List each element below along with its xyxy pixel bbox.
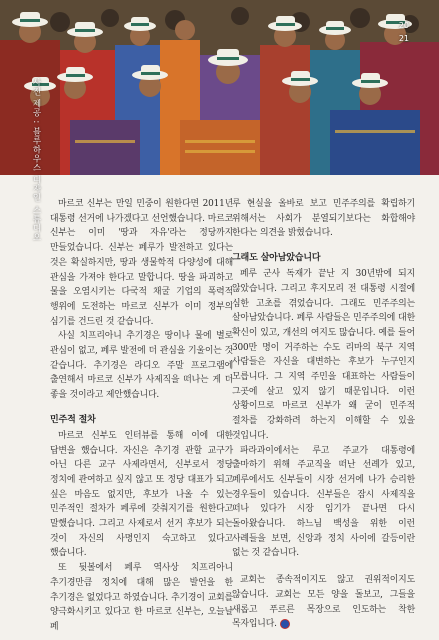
paragraph: 또 뒷볼에서 페루 역사상 치프리아니 추기경만큼 정치에 대해 많은 발언을 한 추기경은 없었다고 하였습니다. 추기경이 교회를 양극화시키고 있다고 한 마르코 신부는, 오늘날 페 — [50, 563, 233, 632]
article-left-column — [50, 197, 233, 635]
section-heading-survived: 그래도 살아남았습니다 — [232, 253, 321, 264]
closing-text: 교회는 종속적이지도 않고 권위적이지도 않습니다. 교회는 모든 양을 돌보고, 그들을 새롭고 푸르른 목장으로 인도하는 착한 목자입니다. — [232, 575, 415, 630]
page-numbers — [399, 19, 409, 45]
closing-paragraph — [232, 573, 415, 632]
paragraph: 파라과이에서는 루고 주교가 대통령에 출마하기 위해 주교직을 떠난 선례가 있고, 페루에서도 신부들이 시장 선거에 나가 승리한 경우들이 있습니다. 신부들은 잠시 사제직을 떠나 있다가 시장 임기가 끝나면 다시 돌아왔습니다. 하느님 백성을 위한 이런 사례들을 보면, 신앙과 정치 사이에 갈등이란 없는 것 같습니다. — [232, 445, 415, 559]
paragraph: 마르코 신부도 인터뷰를 통해 이에 대한 답변을 했습니다. 자신은 추기경 관할 교구가 아닌 다른 교구 사제라면서, 신부로서 정당 정치에 관여하고 싶지 않고 또 정당 대표가 되고 싶은 마음도 없지만, 후보가 나올 수 있는 민주적인 절차가 페루에 갖춰지기를 원한다고 말했습니다. 그리고 사제로서 선거 후보가 되는 것이 자신의 사명인지 숙고하고 있다고 했습니다. — [50, 430, 233, 559]
paragraph: 페루 군사 독재가 끝난 지 30년밖에 되지 않았습니다. 그리고 후지모리 전 대통령 시절에 심한 고초를 겪었습니다. 그래도 민주주의는 살아남았습니다. 페루 사람들은 민주주의에 대한 확신이 있고, 개선의 여지도 많습니다. 예를 들어 300만 명이 거주하는 수도 리마의 북구 지역 사람들은 자신을 대변하는 후보가 누구인지 모릅니다. 그 지역 주민을 대표하는 사람들이 그곳에 살고 있지 않기 때문입니다. 이런 상황이므로 마르코 신부가 왜 굳이 민주적 절차를 강화하려 하는지 이해할 수 있을 것입니다. — [232, 269, 415, 441]
paragraph: 마르코 신부는 만일 민중이 원한다면 2011년 대통령 선거에 나가겠다고 선언했습니다. 마르코 신부는 이미 '땅과 자유'라는 정당까지 만들었습니다. 신부는 페루가 발전하고 있다는 것은 확실하지만, 땅과 생물학적 다양성에 대해 관심을 가져야 한다고 말합니다. 땅을 파괴하고 물을 오염시키는 다국적 채굴 기업의 폭력적 행위에 도전하는 마르코 신부가 이미 정부의 심기를 건드린 것 같습니다. — [50, 199, 233, 327]
paragraph: 루 현실을 올바로 보고 민주주의를 확립하기 위해서는 사회가 분열되기보다는 화합해야 한다는 의견을 밝혔습니다. — [232, 199, 415, 239]
page-number-right: 21 — [398, 34, 409, 43]
photo-credit: 사진 제공 : 블루하우스 디자인 스튜디오 — [31, 78, 41, 242]
crowd-photo — [0, 0, 439, 175]
end-mark-icon — [280, 619, 290, 629]
crowd-photo-illustration — [0, 0, 439, 175]
article-right-column — [232, 197, 415, 632]
paragraph: 사실 치프리아니 추기경은 땅이나 물에 별로 관심이 없고, 페루 발전에 더 관심을 기울이는 것 같습니다. 추기경은 라디오 주말 프로그램에 출연해서 마르코 신부가 사제직을 떠나는 게 더 좋을 것이라고 제안했습니다. — [50, 331, 233, 401]
page-number-left: 20 — [398, 21, 409, 30]
section-heading-democratic-procedure: 민주적 절차 — [50, 414, 96, 425]
